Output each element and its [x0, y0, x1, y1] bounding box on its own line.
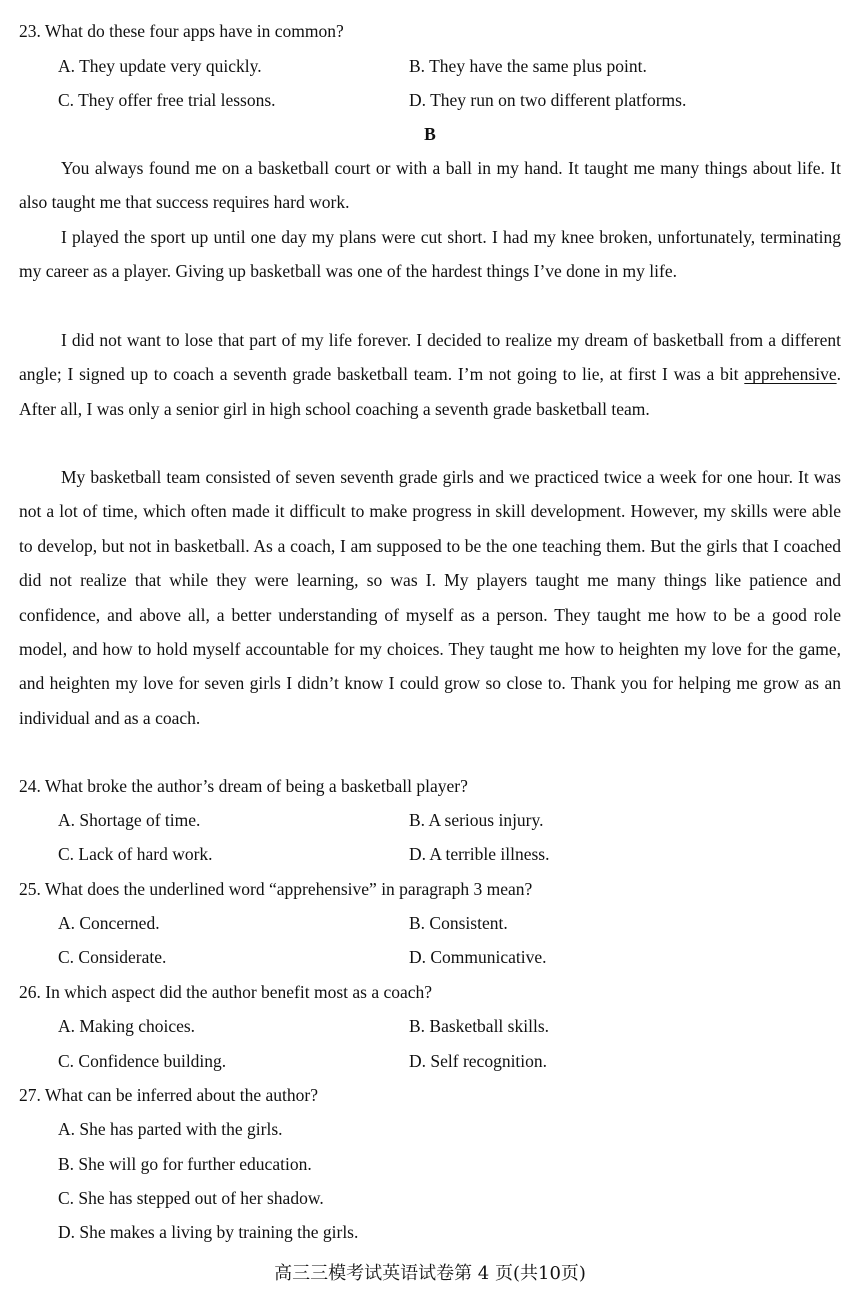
q26-option-a: A. Making choices.: [58, 1016, 196, 1036]
question-23: 23. What do these four apps have in common?: [19, 21, 344, 41]
passage-paragraph-1: You always found me on a basketball court or with a ball in my hand. It taught me many things about life. It also taught me that success requires hard work.: [19, 158, 841, 213]
page-footer: 高三三模考试英语试卷第 4 页(共10页): [274, 1263, 586, 1284]
passage-paragraph-4: My basketball team consisted of seven seventh grade girls and we practiced twice a week for one hour. It was not a lot of time, which often made it difficult to make progress in skill development. However, my skills were able to develop, but not in basketball. As a coach, I am supposed to be the one teaching them. But the girls that I coached did not realize that while they were learning, so was I. My players taught me many things like patience and confidence, and above all, a better understanding of myself as a person. They taught me how to be a good role model, and how to hold myself accountable for my choices. They taught me how to heighten my love for the game, and heighten my love for seven girls I didn’t know I could grow so close to. Thank you for helping me grow as an individual and as a coach.: [19, 467, 841, 728]
q23-option-a: A. They update very quickly.: [58, 56, 262, 76]
q27-option-a: A. She has parted with the girls.: [58, 1119, 283, 1139]
q27-option-c: C. She has stepped out of her shadow.: [58, 1188, 324, 1208]
paragraph-3-text-start: I did not want to lose that part of my life forever. I decided to realize my dream of basketball from a different angle; I signed up to coach a seventh grade basketball team. I’m not going to lie, at first I was a bit: [19, 330, 841, 385]
q27-option-d: D. She makes a living by training the girls.: [58, 1222, 359, 1242]
q27-option-b: B. She will go for further education.: [58, 1154, 312, 1174]
paragraph-3-text-end: . After all, I was only a senior girl in high school coaching a seventh grade basketball team.: [19, 364, 841, 419]
q25-option-a: A. Concerned.: [58, 913, 160, 933]
q25-option-d: D. Communicative.: [409, 947, 547, 967]
q23-option-d: D. They run on two different platforms.: [409, 90, 687, 110]
section-label: B: [424, 124, 436, 144]
q23-option-b: B. They have the same plus point.: [409, 56, 647, 76]
q25-option-c: C. Considerate.: [58, 947, 167, 967]
q26-option-b: B. Basketball skills.: [409, 1016, 549, 1036]
q24-option-c: C. Lack of hard work.: [58, 844, 213, 864]
q24-option-a: A. Shortage of time.: [58, 810, 201, 830]
underlined-word: apprehensive: [744, 364, 837, 385]
question-27: 27. What can be inferred about the author?: [19, 1085, 318, 1105]
question-26: 26. In which aspect did the author benefit most as a coach?: [19, 982, 433, 1002]
q26-option-c: C. Confidence building.: [58, 1051, 227, 1071]
q26-option-d: D. Self recognition.: [409, 1051, 548, 1071]
question-24: 24. What broke the author’s dream of being a basketball player?: [19, 776, 468, 796]
q25-option-b: B. Consistent.: [409, 913, 508, 933]
q24-option-b: B. A serious injury.: [409, 810, 544, 830]
question-25: 25. What does the underlined word “apprehensive” in paragraph 3 mean?: [19, 879, 533, 899]
q24-option-d: D. A terrible illness.: [409, 844, 550, 864]
q23-option-c: C. They offer free trial lessons.: [58, 90, 276, 110]
passage-paragraph-3: [19, 323, 841, 426]
passage-paragraph-2: I played the sport up until one day my plans were cut short. I had my knee broken, unfortunately, terminating my career as a player. Giving up basketball was one of the hardest things I’ve done in my life.: [19, 227, 841, 282]
